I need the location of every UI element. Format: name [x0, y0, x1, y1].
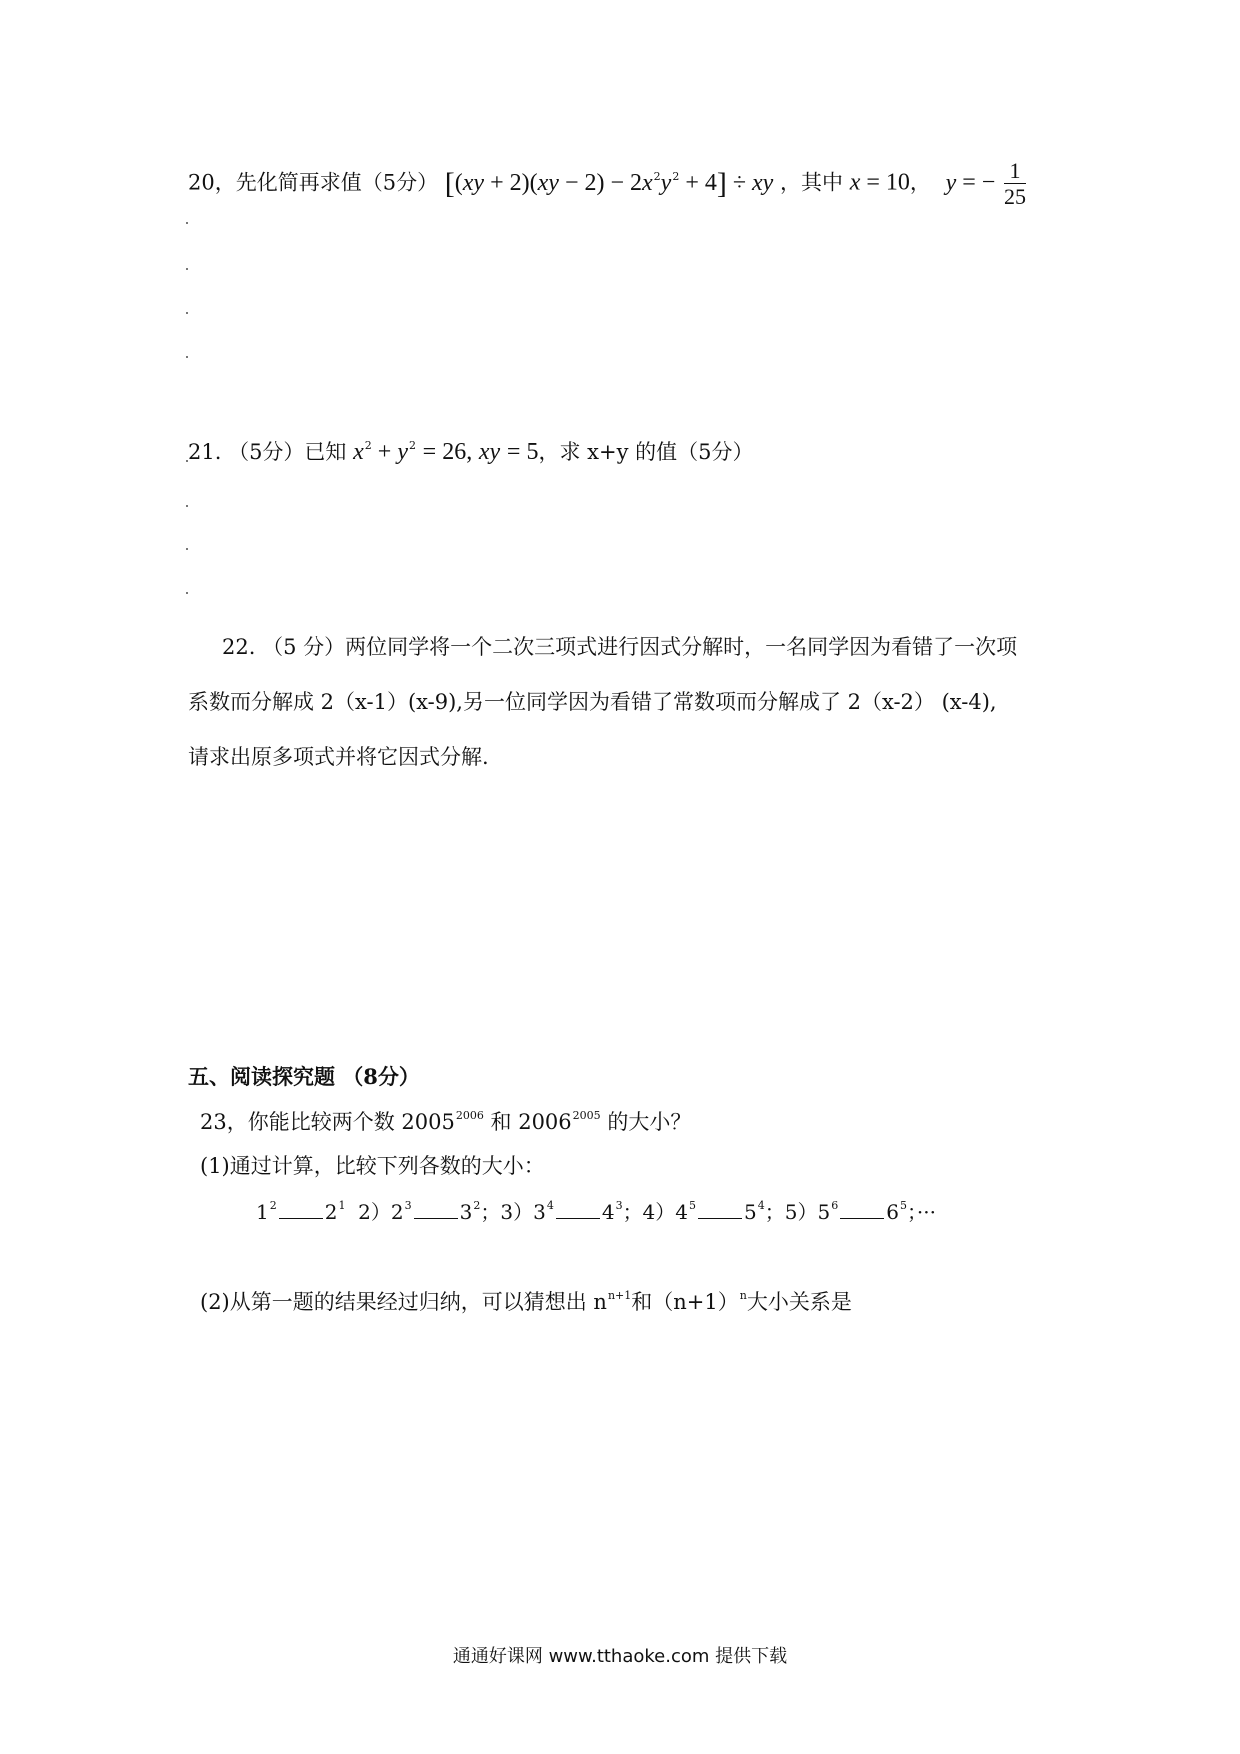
answer-space-dot [186, 505, 188, 507]
q23-part-1: (1)通过计算，比较下列各数的大小： [200, 1154, 545, 1178]
q20-x-value: 10 [885, 169, 910, 196]
q23-part2-b: 和（n+1） [631, 1290, 739, 1314]
answer-space-dot [186, 268, 188, 270]
q20-y-denominator: 25 [1004, 184, 1027, 209]
q22-line-2: 系数而分解成 2（x-1）(x-9),另一位同学因为看错了常数项而分解成了 2（x-2） (x-4), [188, 690, 997, 714]
q21-label: 21. （5分）已知 [188, 440, 347, 464]
question-22 [188, 620, 1068, 785]
q20-expression: $[(xy + 2)(xy - 2) - 2x^2y^2 + 4]$ ÷ xy [444, 166, 774, 200]
q21-eq1: = 26, [422, 439, 473, 465]
section-5-title: 五、阅读探究题 （8分） [188, 1064, 420, 1089]
q23-part2-exp2: n [739, 1289, 747, 1302]
answer-space-dot [186, 548, 188, 550]
q21-eq2: = 5 [506, 439, 539, 465]
q23-exp-b: 2005 [572, 1109, 601, 1122]
q22-line-3: 请求出原多项式并将它因式分解. [188, 745, 489, 769]
answer-space-dot [186, 356, 188, 358]
q23-intro-b: 和 2006 [490, 1110, 572, 1134]
answer-space-dot [186, 592, 188, 594]
blank-2[interactable] [414, 1218, 458, 1219]
q21-tail: ，求 x+y 的值（5分） [538, 440, 754, 464]
question-21: 21. （5分）已知 $x^2 + y^2 = 26$, xy = 5，求 x+y 的值（5分） [188, 439, 754, 465]
q20-y-numerator: 1 [1004, 160, 1026, 184]
q23-intro-a: 23，你能比较两个数 2005 [200, 1110, 455, 1134]
q20-label: 20，先化简再求值（5分） [188, 170, 439, 195]
answer-space-dot [186, 312, 188, 314]
q23-exp-a: 2006 [455, 1109, 484, 1122]
q20-y-fraction [1004, 160, 1026, 208]
blank-1[interactable] [279, 1218, 323, 1219]
q23-part-2 [200, 1290, 852, 1313]
footer-credit: 通通好课网 www.tthaoke.com 提供下载 [452, 1646, 788, 1667]
q23-intro-c: 的大小？ [607, 1110, 692, 1134]
q20-mid: ，其中 [780, 170, 844, 195]
answer-space-dot [186, 222, 188, 224]
q22-line-1: 22. （5 分）两位同学将一个二次三项式进行因式分解时，一名同学因为看错了一次项 [222, 635, 1018, 659]
answer-space-dot [186, 460, 188, 462]
question-20: 20，先化简再求值（5分） $[(xy + 2)(xy - 2) - 2x^2y^2 + 4]$ ÷ xy ，其中 x = 10， y = − $\frac{1}{25}$ [188, 158, 1027, 209]
blank-5[interactable] [840, 1218, 884, 1219]
q23-part2-c: 大小关系是 [746, 1290, 852, 1314]
blank-4[interactable] [698, 1218, 742, 1219]
q23-part2-exp: n+1 [607, 1289, 632, 1302]
question-23-intro [200, 1110, 691, 1133]
q23-comparisons: $1^2$ $2^1$ $2)2^3$ $3^2$；$3)3^4$ $4^3$；$4)4^5$ $5^4$；$5)5^6$ $6^5$；··· [256, 1199, 937, 1224]
q23-part2-a: (2)从第一题的结果经过归纳，可以猜想出 n [200, 1290, 607, 1314]
blank-3[interactable] [556, 1218, 600, 1219]
